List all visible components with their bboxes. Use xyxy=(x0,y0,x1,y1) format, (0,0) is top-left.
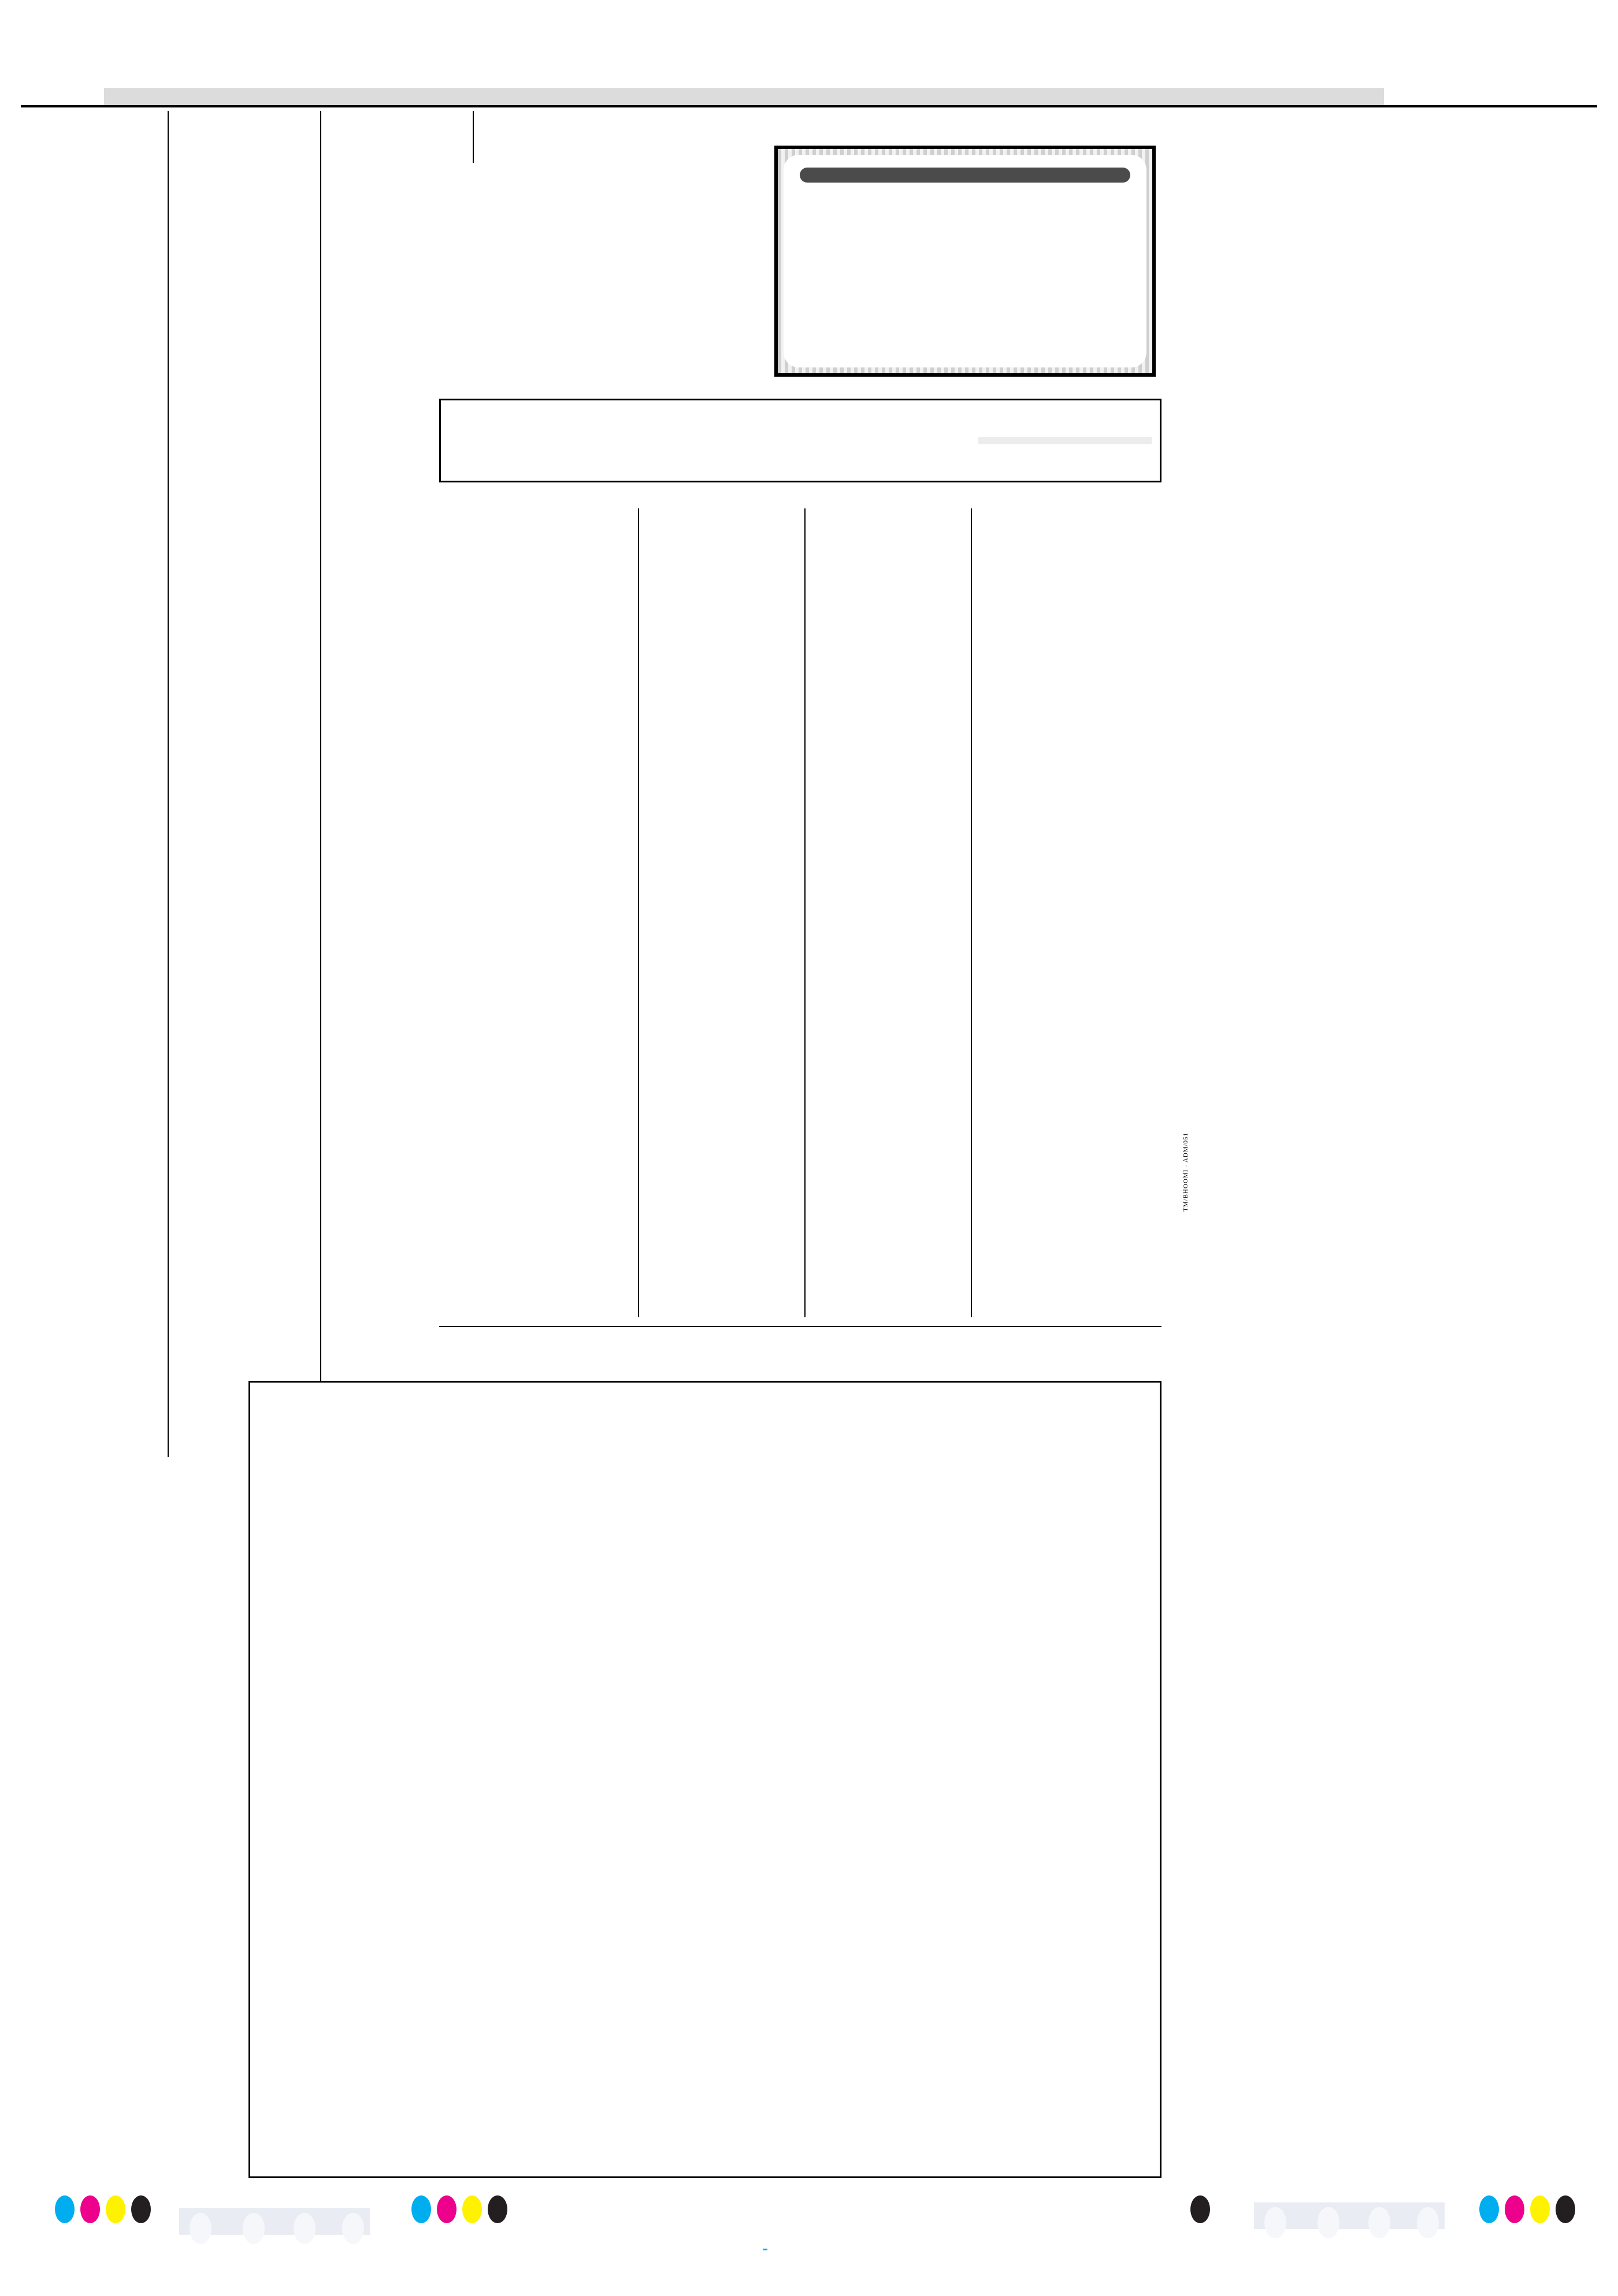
column-divider-1 xyxy=(168,111,169,1457)
news-column-2 xyxy=(173,111,317,1446)
dot-yellow xyxy=(1530,2195,1550,2223)
classifieds-banner-right xyxy=(978,437,1160,444)
notice-column xyxy=(1196,144,1601,2178)
cmyk-label xyxy=(763,2247,767,2250)
dot-cyan xyxy=(55,2195,75,2223)
dot-black xyxy=(131,2195,151,2223)
dot-black xyxy=(488,2195,507,2223)
news-column-3 xyxy=(326,111,469,388)
classifieds-title-english xyxy=(978,437,1152,441)
dot-magenta xyxy=(437,2195,457,2223)
cmyk-dots-bottom-mid xyxy=(411,2195,507,2223)
dot-yellow xyxy=(106,2195,125,2223)
gs-jaher-notice-ad xyxy=(774,146,1156,377)
dot-black xyxy=(1190,2195,1210,2223)
dot-yellow xyxy=(462,2195,482,2223)
column-divider-3 xyxy=(473,111,474,163)
news-column-1 xyxy=(21,111,164,2168)
masthead-band-left xyxy=(104,88,1384,107)
classified-bottom-rule xyxy=(439,1326,1161,1327)
crop-mark-bottom xyxy=(757,2247,767,2250)
cmyk-dots-bottom-far-right xyxy=(1479,2195,1575,2223)
masthead-rule xyxy=(21,105,1597,107)
grey-registration-bar-right xyxy=(1254,2202,1445,2229)
classified-column-3 xyxy=(810,508,966,1317)
classifieds-call-number xyxy=(978,441,1152,444)
dot-cyan xyxy=(411,2195,431,2223)
dot-magenta xyxy=(1505,2195,1524,2223)
dot-magenta xyxy=(80,2195,100,2223)
cmyk-dots-bottom-right xyxy=(1190,2195,1210,2223)
dot-black xyxy=(1556,2195,1575,2223)
classifieds-banner xyxy=(439,399,1161,482)
classified-divider-2 xyxy=(804,508,806,1317)
bank-of-india-ad xyxy=(248,1381,1161,2178)
classified-column-1 xyxy=(477,508,633,1317)
classified-column-2 xyxy=(644,508,800,1317)
dot-cyan xyxy=(1479,2195,1499,2223)
classified-divider-1 xyxy=(638,508,639,1317)
column-divider-2 xyxy=(320,111,321,1457)
classified-divider-3 xyxy=(971,508,972,1317)
grey-registration-bar-left xyxy=(179,2208,370,2235)
classified-column-4 xyxy=(977,508,1144,1317)
vertical-micro-text: TM/BHOOMI - ADM/051 xyxy=(1182,1132,1189,1212)
cmyk-dots-bottom-left xyxy=(55,2195,151,2223)
